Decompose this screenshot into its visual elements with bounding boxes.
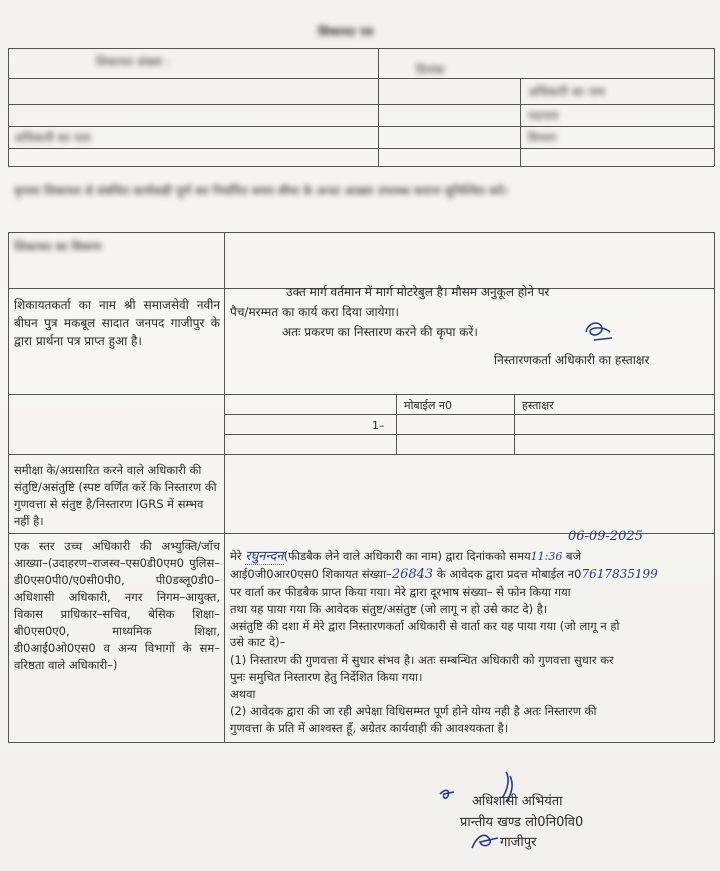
designation-label: पदनाम bbox=[528, 109, 559, 123]
rule bbox=[520, 78, 521, 166]
rule bbox=[714, 48, 715, 166]
rule bbox=[8, 232, 714, 233]
rule bbox=[224, 434, 714, 435]
feedback-line-1-end: बजे bbox=[566, 549, 582, 563]
rule bbox=[8, 78, 714, 79]
rule bbox=[8, 742, 714, 743]
feedback-line-9: अथवा bbox=[230, 687, 256, 701]
higher-officer-text: एक स्तर उच्च अधिकारी की अभ्युक्ति/जॉच आख्या–(उदाहरण–राजस्व–एस0डी0एम0 पुलिस–डी0एस0पी0/ए0सी0पी0, पी0डब्लू0डी0–अधिशासी अधिकारी, नगर निगम–आयुक्त, विकास प्राधिकार–सचिव, बेसिक शिक्षा–बी0एस0ए0, माध्यमिक शिक्षा, डी0आई0ओ0एस0 व अन्य विभागों के सम–वरिष्ठता वाले अधिकारी–) bbox=[14, 539, 220, 672]
rule bbox=[224, 414, 714, 415]
signature-flourish bbox=[468, 830, 502, 852]
rule bbox=[8, 232, 9, 742]
rule bbox=[8, 454, 714, 455]
feedback-line-2-mid: के आवेदक द्वारा प्रदत्त मोबाईल न0 bbox=[436, 567, 582, 581]
feedback-complaint-number: 26843 bbox=[391, 567, 434, 582]
feedback-line-3: पर वार्ता कर फीडबैक प्राप्त किया गया। मेरे द्वारा दूरभाष संख्या– से फोन किया गया bbox=[230, 585, 571, 599]
rule bbox=[514, 394, 515, 454]
complaint-number-label: शिकायत संख्या : bbox=[96, 55, 171, 69]
rule bbox=[8, 104, 714, 105]
instruction-notice: कृपया शिकायत से संबंधित कार्यवाही पूर्ण कर निर्धारित समय सीमा के अन्दर आख्या उपलब्ध कराना सुनिश्चित करें। bbox=[14, 184, 508, 198]
rule bbox=[714, 232, 715, 742]
mobile-header: मोबाईल न0 bbox=[404, 399, 453, 412]
feedback-mobile-number: 7617835199 bbox=[581, 567, 658, 581]
feedback-officer-name: रघुनन्दन bbox=[245, 549, 284, 564]
officer-name-label: अधिकारी का नाम bbox=[528, 85, 605, 99]
disposal-line-2: पैच/मरम्मत का कार्य करा दिया जायेगा। bbox=[230, 305, 400, 319]
feedback-line-2 bbox=[230, 566, 658, 583]
disposal-line-1: उक्त मार्ग वर्तमान में मार्ग मोटरेबुल है। मौसम अनुकूल होने पर bbox=[286, 285, 550, 299]
review-officer-text: समीक्षा के/अग्रसारित करने वाले अधिकारी की संतुष्टि/असंतुष्टि (स्पष्ट वर्णित करें कि निस्तारण की गुणवत्ता से संतुष्ट है/निस्तारण IGRS में सम्भव नहीं है। bbox=[14, 463, 217, 528]
complaint-description-label: शिकायत का विवरण bbox=[14, 240, 102, 254]
rule bbox=[396, 394, 397, 454]
feedback-line-11: गुणवत्ता के प्रति में आश्वस्त हूँ, अग्रेतर कार्यवाही की आवश्यकता है। bbox=[230, 721, 509, 735]
department-label: विभाग bbox=[528, 131, 557, 145]
feedback-line-10: (2) आवेदक द्वारा की जा रही अपेक्षा विधिसम्मत पूर्ण होने योग्य नही है अतः निस्तारण की bbox=[230, 704, 597, 718]
document-title: शिकायत पत्र bbox=[318, 25, 374, 39]
rule bbox=[8, 126, 714, 127]
feedback-line-6: उसे काट दे)– bbox=[230, 635, 286, 649]
feedback-line-1 bbox=[230, 548, 581, 565]
feedback-line-7: (1) निस्तारण की गुणवत्ता में सुधार संभव है। अतः सम्बन्धित अधिकारी को गुणवत्ता सुधार कर bbox=[230, 653, 614, 667]
date-label: दिनांक bbox=[416, 63, 445, 77]
feedback-date: 06-09-2025 bbox=[568, 529, 643, 544]
complainant-text: शिकायतकर्ता का नाम श्री समाजसेवी नवीन बीघन पुत्र मकबूल सादात जनपद गाजीपुर के द्वारा प्रार्थना पत्र प्राप्त हुआ है। bbox=[14, 298, 220, 348]
row-number: 1– bbox=[372, 419, 385, 432]
feedback-line-5: असंतुष्टि की दशा में मेरे द्वारा निस्तारणकर्ता अधिकारी से वार्ता कर यह पाया गया (जो लागू न हो bbox=[230, 619, 620, 633]
officer-address-label: अधिकारी का पता bbox=[14, 131, 91, 145]
rule bbox=[224, 232, 225, 742]
feedback-line-4: तथा यह पाया गया कि आवेदक संतुष्ट/असंतुष्ट (जो लागू न हो उसे काट दे) है। bbox=[230, 602, 548, 616]
rule bbox=[8, 394, 714, 395]
feedback-line-2-start: आई0जी0आर0एस0 शिकायत संख्या– bbox=[230, 567, 392, 581]
disposal-line-3: अतः प्रकरण का निस्तारण करने की कृपा करें। bbox=[282, 325, 478, 339]
rule bbox=[8, 48, 714, 49]
officer-signature-label: निस्तारणकर्ता अधिकारी का हस्ताक्षर bbox=[494, 353, 650, 367]
signature-designation: अधिशासी अभियंता bbox=[472, 794, 563, 809]
officer-signature bbox=[580, 318, 620, 344]
feedback-line-1-mid: (फीडबैक लेने वाले अधिकारी का नाम) द्वारा दिनांक bbox=[283, 549, 494, 563]
feedback-time: 11:36 bbox=[530, 550, 563, 563]
signature-header: हस्ताक्षर bbox=[522, 399, 554, 412]
feedback-line-1-start: मेरे bbox=[230, 549, 242, 563]
feedback-line-1-time-label: को समय bbox=[493, 549, 531, 563]
rule bbox=[8, 166, 714, 167]
signature-district: गाजीपुर bbox=[500, 835, 537, 850]
signature-division: प्रान्तीय खण्ड लो0नि0वि0 bbox=[460, 815, 584, 830]
feedback-line-8: पुनः समुचित निस्तारण हेतु निर्देशित किया गया। bbox=[230, 670, 423, 684]
rule bbox=[8, 148, 714, 149]
